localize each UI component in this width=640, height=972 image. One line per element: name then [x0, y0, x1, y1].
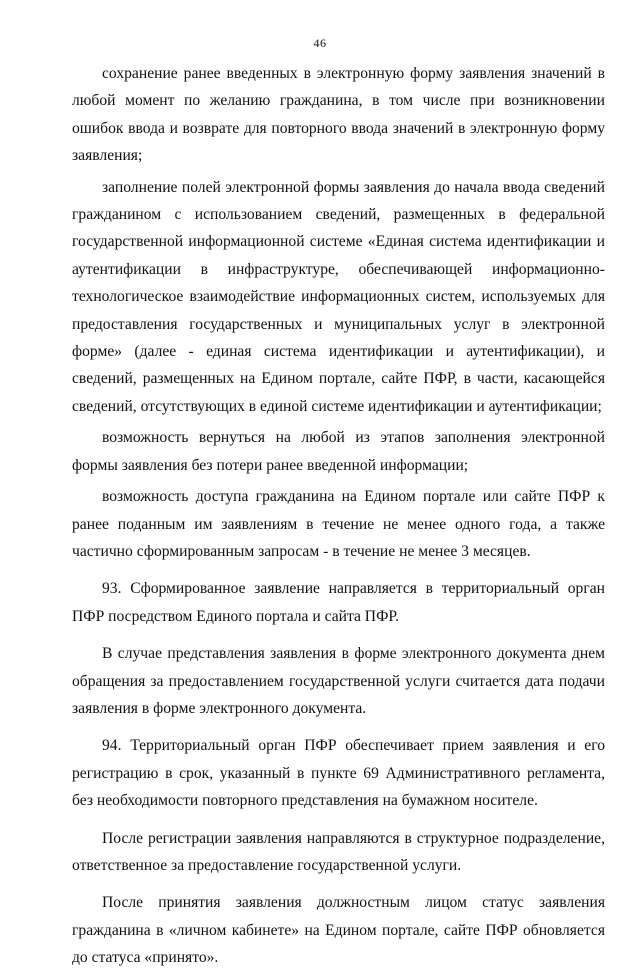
paragraph-status-update: После принятия заявления должностным лицом статус заявления гражданина в «личном кабинете» на Едином портале, сайте ПФР обновляется до статуса «принято».	[72, 894, 605, 967]
paragraph-after-registration: После регистрации заявления направляются в структурное подразделение, ответственное за предоставление государственной услуги.	[72, 829, 605, 874]
document-body	[72, 60, 605, 972]
paragraph-section-93: 93. Сформированное заявление направляется в территориальный орган ПФР посредством Единого портала и сайта ПФР.	[72, 580, 605, 625]
page-number: 46	[313, 36, 327, 50]
paragraph-section-94: 94. Территориальный орган ПФР обеспечивает прием заявления и его регистрацию в срок, указанный в пункте 69 Административного регламента, без необходимости повторного представления на бумажном носителе.	[72, 737, 605, 810]
paragraph-submission-date: В случае представления заявления в форме электронного документа днем обращения за предоставлением государственной услуги считается дата подачи заявления в форме электронного документа.	[72, 645, 605, 717]
paragraph-access-submitted: возможность доступа гражданина на Едином портале или сайте ПФР к ранее поданным им заявлениям в течение не менее одного года, а также частично сформированным запросам - в течение не менее 3 месяцев.	[72, 488, 605, 560]
paragraph-save-values: сохранение ранее введенных в электронную форму заявления значений в любой момент по желанию гражданина, в том числе при возникновении ошибок ввода и возврате для повторного ввода значений в электронную форму заявления;	[72, 65, 605, 165]
paragraph-return-to-step: возможность вернуться на любой из этапов заполнения электронной формы заявления без потери ранее введенной информации;	[72, 429, 605, 474]
paragraph-autofill-fields: заполнение полей электронной формы заявления до начала ввода сведений гражданином с использованием сведений, размещенных в федеральной государственной информационной системе «Единая система идентификации и аутентификации в инфраструктуре, обеспечивающей информационно-технологическое взаимодействие информационных систем, используемых для предоставления государственных и муниципальных услуг в электронной форме» (далее - единая система идентификации и аутентификации), и сведений, размещенных на Едином портале, сайте ПФР, в части, касающейся сведений, отсутствующих в единой системе идентификации и аутентификации;	[72, 178, 605, 415]
